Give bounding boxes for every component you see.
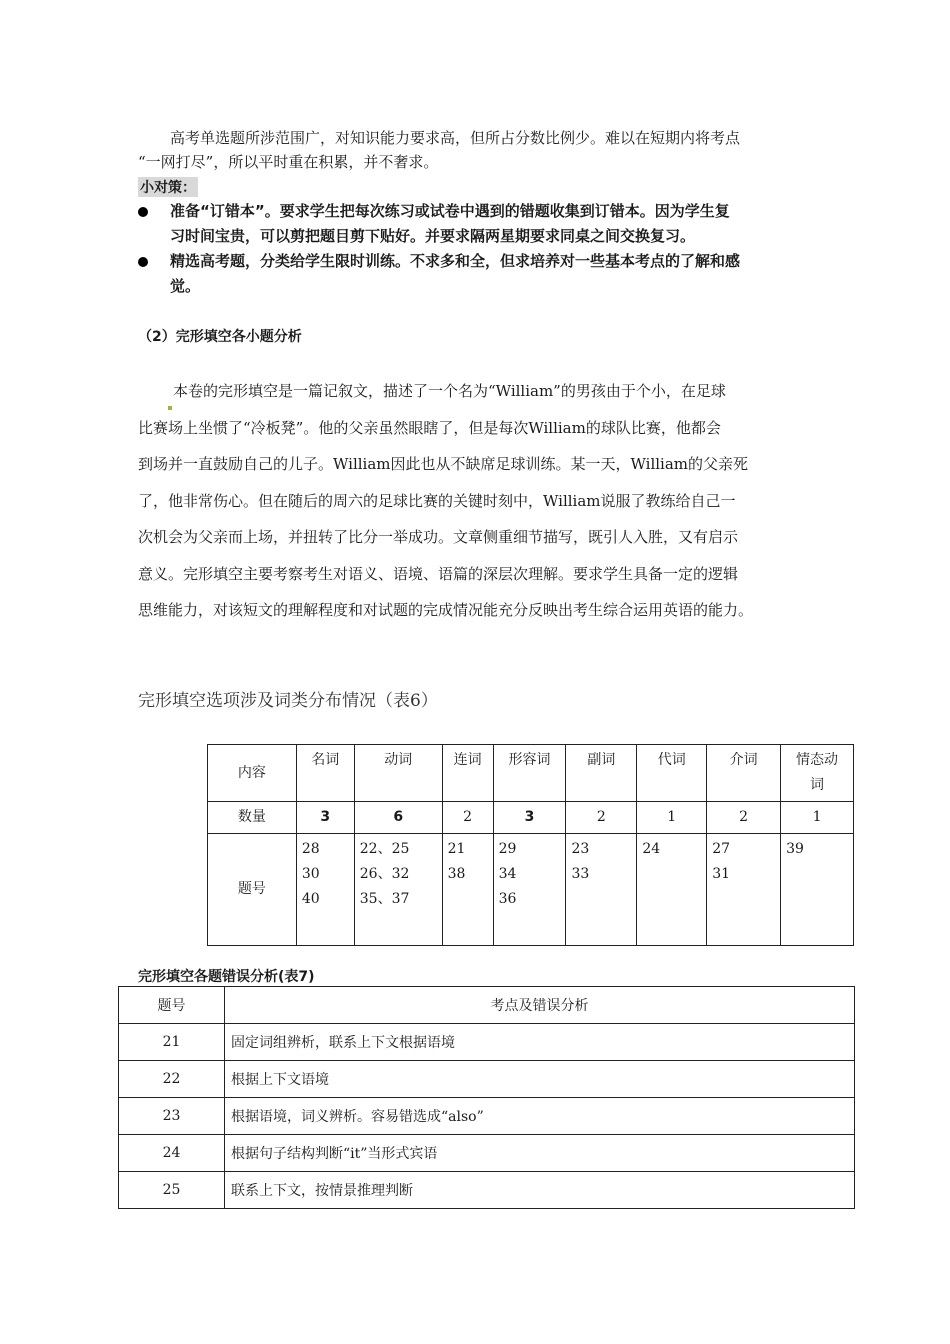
count-cell: 6 — [354, 802, 442, 834]
item: 35、37 — [359, 891, 410, 907]
table6-count-row — [208, 802, 854, 834]
bullet-line: 准备“订错本”。要求学生把每次练习或试卷中遇到的错题收集到订错本。因为学生复 — [170, 202, 730, 220]
table7-header-row — [119, 987, 855, 1024]
analysis-cell: 根据上下文语境 — [225, 1061, 855, 1098]
item: 31 — [712, 866, 731, 882]
col-header: 形容词 — [493, 745, 566, 802]
item: 26、32 — [359, 866, 410, 882]
table-row — [119, 1098, 855, 1135]
cloze-description — [138, 373, 828, 629]
items-cell — [707, 834, 781, 946]
question-no: 25 — [119, 1172, 225, 1209]
item: 36 — [498, 891, 517, 907]
item: 40 — [301, 891, 320, 907]
paragraph-line-5: 次机会为父亲而上场，并扭转了比分一举成功。文章侧重细节描写，既引人入胜，又有启示 — [138, 528, 739, 546]
item: 28 — [301, 841, 320, 857]
items-cell — [354, 834, 442, 946]
bullet-dot-icon — [138, 207, 148, 217]
analysis-cell: 固定词组辨析，联系上下文根据语境 — [225, 1024, 855, 1061]
items-cell — [442, 834, 493, 946]
strategy-heading: 小对策： — [138, 177, 198, 197]
word-class-table — [207, 744, 854, 946]
row-label-question-no: 题号 — [208, 834, 297, 946]
bullet-item-2 — [138, 249, 818, 299]
table-row — [119, 1061, 855, 1098]
error-analysis-table — [118, 986, 855, 1209]
item: 29 — [498, 841, 517, 857]
text-marker-icon — [168, 406, 172, 410]
row-label-content: 内容 — [208, 745, 297, 802]
count-cell: 2 — [566, 802, 637, 834]
item: 33 — [571, 866, 590, 882]
item: 34 — [498, 866, 517, 882]
item: 23 — [571, 841, 590, 857]
item: 39 — [786, 841, 804, 857]
analysis-cell: 根据句子结构判断“it”当形式宾语 — [225, 1135, 855, 1172]
item: 21 — [447, 841, 466, 857]
count-cell: 2 — [707, 802, 781, 834]
col-header: 介词 — [707, 745, 781, 802]
analysis-cell: 根据语境，词义辨析。容易错选成“also” — [225, 1098, 855, 1135]
bullet-line: 习时间宝贵，可以剪把题目剪下贴好。并要求隔两星期要求同桌之间交换复习。 — [170, 227, 696, 245]
paragraph-text: 本卷的完形填空是一篇记叙文，描述了一个名为“William”的男孩由于个小，在足球 — [173, 382, 726, 400]
bullet-text — [170, 199, 818, 249]
items-cell — [493, 834, 566, 946]
count-cell: 3 — [493, 802, 566, 834]
count-cell: 1 — [781, 802, 854, 834]
items-cell — [566, 834, 637, 946]
col-header: 连词 — [442, 745, 493, 802]
bullet-dot-icon — [138, 257, 148, 267]
items-cell — [637, 834, 707, 946]
col-header: 代词 — [637, 745, 707, 802]
bullet-line: 觉。 — [170, 277, 201, 295]
table6-items-row — [208, 834, 854, 946]
bullet-line: 精选高考题，分类给学生限时训练。不求多和全，但求培养对一些基本考点的了解和感 — [170, 252, 741, 270]
item: 38 — [447, 866, 466, 882]
item: 22、25 — [359, 841, 410, 857]
paragraph-line-3: 到场并一直鼓励自己的儿子。William因此也从不缺席足球训练。某一天，William的父亲死 — [138, 455, 749, 473]
col-header: 名词 — [296, 745, 354, 802]
question-no: 23 — [119, 1098, 225, 1135]
count-cell: 2 — [442, 802, 493, 834]
table6-caption: 完形填空选项涉及词类分布情况（表6） — [138, 691, 438, 711]
table7-caption: 完形填空各题错误分析(表7) — [138, 969, 315, 985]
intro-line-2: “一网打尽”，所以平时重在积累，并不奢求。 — [138, 153, 439, 171]
table-row — [119, 1172, 855, 1209]
paragraph-line-1 — [138, 373, 828, 410]
question-no: 24 — [119, 1135, 225, 1172]
paragraph-line-2: 比赛场上坐惯了“冷板凳”。他的父亲虽然眼瞎了，但是每次William的球队比赛，他都会 — [138, 418, 721, 437]
question-no: 22 — [119, 1061, 225, 1098]
items-cell — [296, 834, 354, 946]
bullet-text — [170, 249, 818, 299]
intro-paragraph — [138, 126, 828, 174]
section-title: （2）完形填空各小题分析 — [138, 329, 302, 345]
col-header: 副词 — [566, 745, 637, 802]
items-cell — [781, 834, 854, 946]
paragraph-line-6: 意义。完形填空主要考察考生对语义、语境、语篇的深层次理解。要求学生具备一定的逻辑 — [138, 564, 739, 583]
col-header: 考点及错误分析 — [225, 987, 855, 1024]
col-header: 题号 — [119, 987, 225, 1024]
count-cell: 1 — [637, 802, 707, 834]
item: 24 — [642, 841, 661, 857]
col-header: 动词 — [354, 745, 442, 802]
table-row — [119, 1024, 855, 1061]
bullet-item-1 — [138, 199, 818, 249]
question-no: 21 — [119, 1024, 225, 1061]
intro-line-1: 高考单选题所涉范围广，对知识能力要求高，但所占分数比例少。难以在短期内将考点 — [170, 129, 741, 147]
paragraph-line-4: 了，他非常伤心。但在随后的周六的足球比赛的关键时刻中，William说服了教练给自己一 — [138, 491, 736, 510]
analysis-cell: 联系上下文，按情景推理判断 — [225, 1172, 855, 1209]
row-label-count: 数量 — [208, 802, 297, 834]
count-cell: 3 — [296, 802, 354, 834]
table-row — [119, 1135, 855, 1172]
paragraph-line-7: 思维能力，对该短文的理解程度和对试题的完成情况能充分反映出考生综合运用英语的能力。 — [138, 601, 754, 619]
col-header: 情态动词 — [781, 745, 854, 802]
item: 30 — [301, 866, 320, 882]
table6-header-row — [208, 745, 854, 802]
item: 27 — [712, 841, 731, 857]
